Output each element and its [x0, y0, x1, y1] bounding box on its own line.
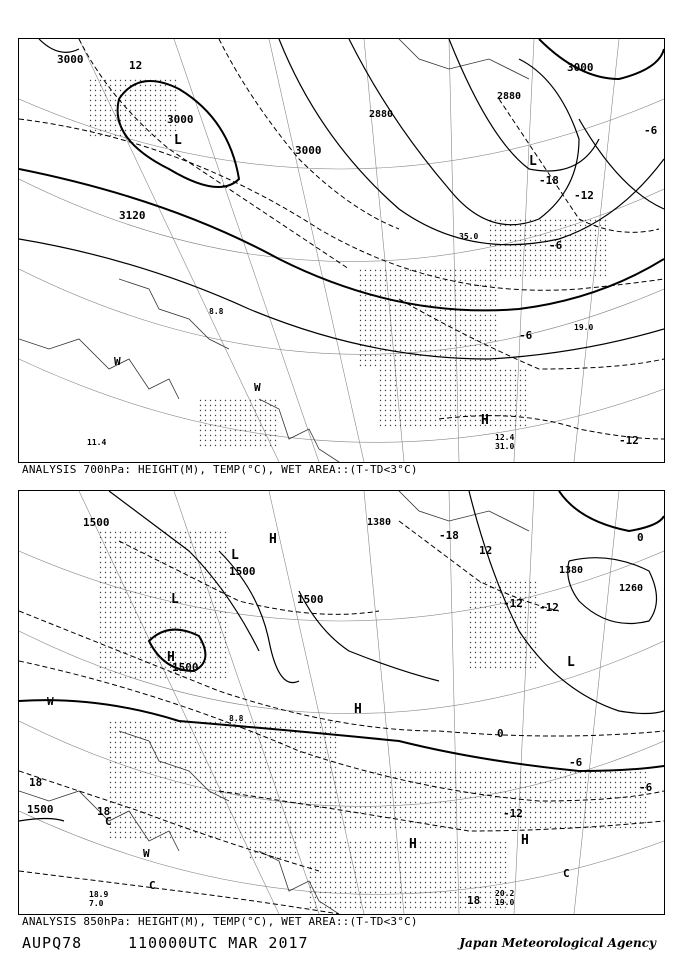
station-value: 7.0: [89, 899, 104, 908]
height-label: 3000: [167, 113, 194, 126]
low-center: L: [171, 592, 179, 607]
height-label: 1260: [619, 583, 644, 594]
high-center: H: [269, 532, 277, 547]
height-label: 3000: [567, 61, 594, 74]
chart-850hpa: [18, 490, 665, 915]
warm-center: W: [143, 847, 150, 860]
high-center: H: [409, 837, 417, 852]
station-value: 20.2: [495, 889, 515, 898]
map-850hpa: [19, 491, 664, 914]
chart-700hpa: [18, 38, 665, 463]
agency-name: Japan Meteorological Agency: [459, 936, 656, 950]
temp-label: -12: [503, 597, 523, 610]
wet-area-700: [89, 79, 609, 449]
high-center: H: [354, 702, 362, 717]
temp-label: -6: [519, 329, 533, 342]
temp-label: -6: [639, 781, 653, 794]
height-label: 2880: [497, 91, 522, 102]
temp-label: -6: [644, 124, 658, 137]
station-value: 31.0: [495, 442, 515, 451]
height-label: 1500: [83, 516, 110, 529]
warm-center: W: [114, 355, 121, 368]
low-center: L: [231, 548, 239, 563]
temp-label: -12: [619, 434, 639, 447]
map-700hpa: [19, 39, 664, 462]
warm-center: W: [47, 695, 54, 708]
height-label: 1500: [229, 565, 256, 578]
caption-850hpa: ANALYSIS 850hPa: HEIGHT(M), TEMP(°C), WET AREA::(T-TD<3°C): [22, 915, 418, 928]
temp-label: 18: [467, 894, 481, 907]
height-label: 1500: [297, 593, 324, 606]
cold-center: C: [105, 815, 112, 828]
warm-center: W: [254, 381, 261, 394]
temp-label: -12: [539, 601, 559, 614]
station-value: 12.4: [495, 433, 515, 442]
station-value: 11.4: [87, 438, 107, 447]
high-center: H: [521, 833, 529, 848]
temp-label: -6: [569, 756, 583, 769]
station-value: 18.9: [89, 890, 109, 899]
temp-label: -18: [539, 174, 559, 187]
station-value: 19.0: [574, 323, 594, 332]
height-label: 1500: [27, 803, 54, 816]
temp-label: 18: [29, 776, 43, 789]
high-center: H: [481, 413, 489, 428]
height-label: 3000: [57, 53, 84, 66]
temp-label: -12: [503, 807, 523, 820]
low-center: L: [567, 655, 575, 670]
height-label: 2880: [369, 109, 394, 120]
height-label: 1380: [559, 565, 584, 576]
height-label: 1500: [172, 661, 199, 674]
station-value: 35.0: [459, 232, 479, 241]
chart-code: AUPQ78: [22, 934, 83, 952]
cold-center: C: [563, 867, 570, 880]
temp-label: 0: [637, 531, 644, 544]
temp-label: -12: [574, 189, 594, 202]
temp-label: -18: [439, 529, 459, 542]
height-label: 3120: [119, 209, 146, 222]
temp-label: 0: [497, 727, 504, 740]
low-center: L: [174, 133, 182, 148]
temp-label: 12: [479, 544, 493, 557]
caption-700hpa: ANALYSIS 700hPa: HEIGHT(M), TEMP(°C), WET AREA::(T-TD<3°C): [22, 463, 418, 476]
low-center: L: [529, 154, 537, 169]
temp-label: 18: [97, 805, 111, 818]
cold-center: C: [149, 879, 156, 892]
station-value: 19.0: [495, 898, 515, 907]
temp-label: -6: [549, 239, 563, 252]
valid-time: 110000UTC MAR 2017: [128, 934, 309, 952]
height-label: 3000: [295, 144, 322, 157]
station-value: 8.8: [209, 307, 224, 316]
high-center: H: [167, 650, 175, 665]
station-value: 8.8: [229, 714, 244, 723]
height-label: 1380: [367, 517, 392, 528]
temp-label: 12: [129, 59, 143, 72]
